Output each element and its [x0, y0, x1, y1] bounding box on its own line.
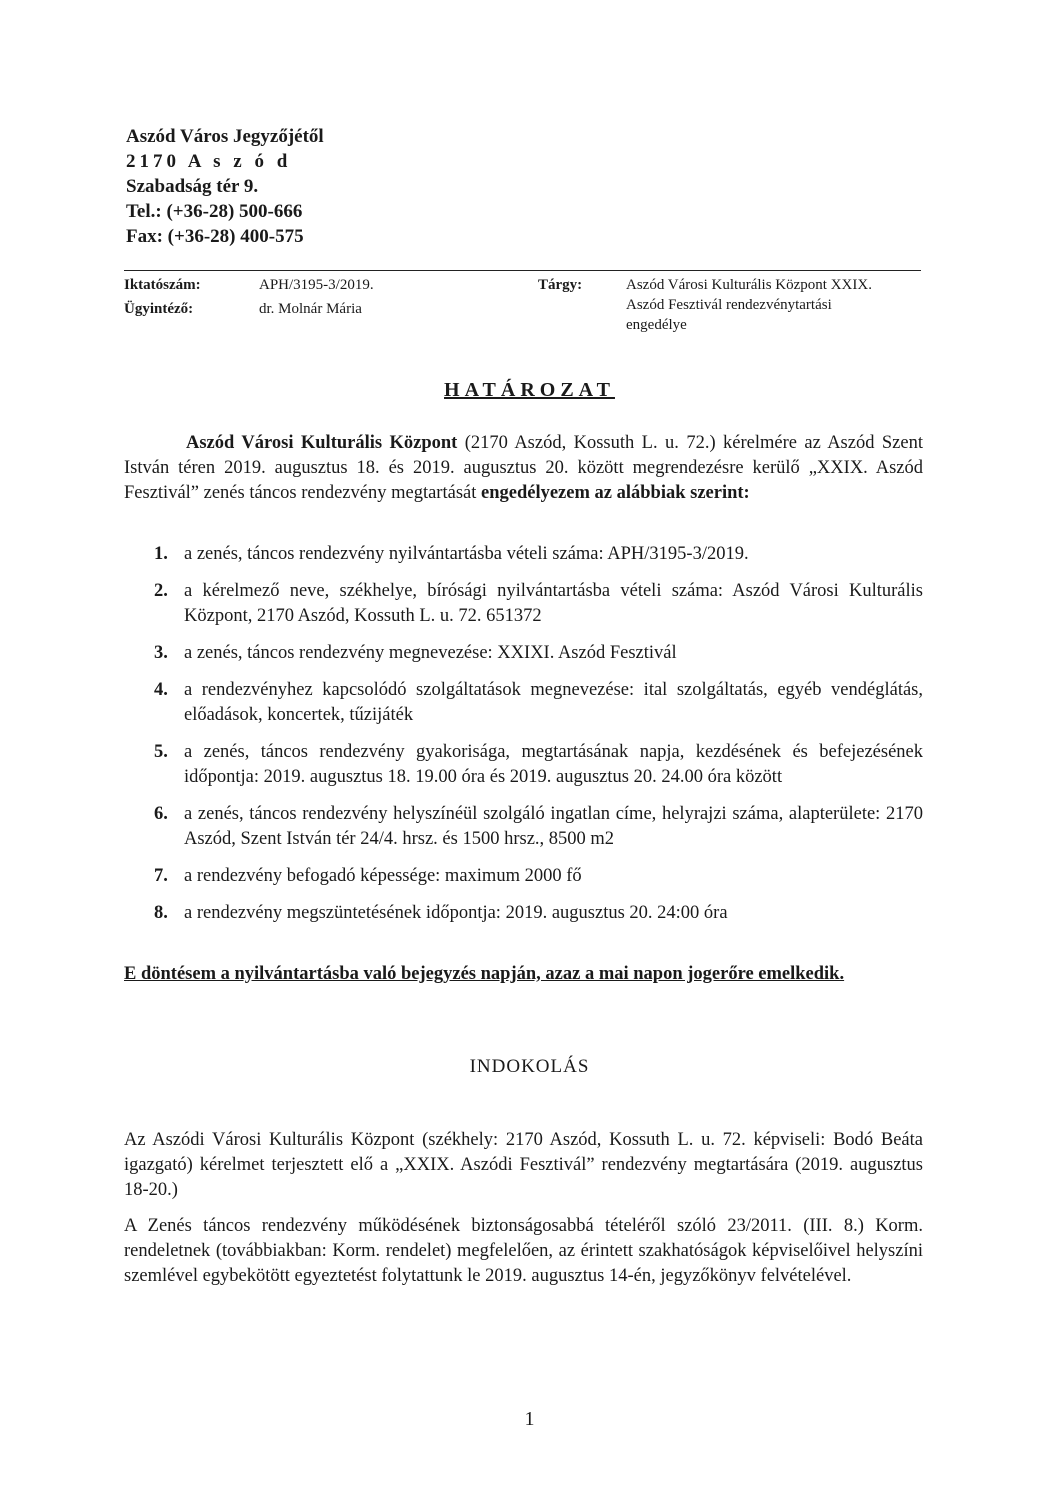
- list-item: [124, 542, 923, 567]
- decision-statement: E döntésem a nyilvántartásba való bejegyzés napján, azaz a mai napon jogerőre emelkedik.: [124, 964, 845, 984]
- page-number: 1: [524, 1408, 535, 1430]
- list-item-number: 8.: [154, 903, 168, 923]
- list-item: [124, 901, 923, 926]
- intro-paragraph: [124, 431, 923, 506]
- sender-street: Szabadság tér 9.: [126, 176, 259, 197]
- subject-value-block: [626, 275, 926, 335]
- list-item: [124, 740, 923, 790]
- subject-line-1: Aszód Városi Kulturális Központ XXIX.: [626, 277, 872, 293]
- sender-fax: Fax: (+36-28) 400-575: [126, 226, 304, 247]
- list-item-number: 5.: [154, 742, 168, 762]
- list-item: [124, 678, 923, 728]
- subject-label-block: [538, 275, 582, 295]
- intro-text: (2170 Aszód, Kossuth L. u. 72.) kérelmére az Aszód Szent István téren 2019. augusztus 18. és 2019. augusztus 20. között megrendezésre kerülő „XXIX. Aszód Fesztivál” zenés táncos rendezvény megtartását: [124, 433, 923, 503]
- list-item-text: a rendezvényhez kapcsolódó szolgáltatások megnevezése: ital szolgáltatás, egyéb vendéglátás, előadások, koncertek, tűzijáték: [184, 680, 923, 725]
- intro-authorization: engedélyezem az alábbiak szerint:: [481, 483, 750, 503]
- document-title: [0, 379, 1059, 402]
- applicant-name: Aszód Városi Kulturális Központ: [186, 433, 458, 453]
- list-item: [124, 864, 923, 889]
- subject-label: Tárgy:: [538, 277, 583, 293]
- list-item-number: 4.: [154, 680, 168, 700]
- document-title-text: HATÁROZAT: [444, 379, 615, 401]
- reasoning-paragraph-2: A Zenés táncos rendezvény működésének biztonságosabbá tételéről szóló 23/2011. (III. 8.) Korm. rendeletnek (továbbiakban: Korm. rendelet) megfelelően, az érintett szakhatóságok képviselőivel helyszíni szemlével egybekötött egyeztetést folytattunk le 2019. augusztus 14-én, jegyzőkönyv felvételével.: [124, 1216, 923, 1286]
- list-item-text: a zenés, táncos rendezvény gyakorisága, megtartásának napja, kezdésének és befejezésének időpontja: 2019. augusztus 18. 19.00 óra és 2019. augusztus 20. 24.00 óra között: [184, 742, 923, 787]
- case-number-label: Iktatószám:: [124, 277, 201, 293]
- list-item: [124, 579, 923, 629]
- list-item-text: a zenés, táncos rendezvény helyszínéül szolgáló ingatlan címe, helyrajzi száma, alapterülete: 2170 Aszód, Szent István tér 24/4. hrsz. és 1500 hrsz., 8500 m2: [184, 804, 923, 849]
- administrator-label: Ügyintéző:: [124, 301, 194, 317]
- reference-labels: [124, 275, 201, 319]
- list-item-text: a zenés, táncos rendezvény nyilvántartásba vételi száma: APH/3195-3/2019.: [184, 544, 749, 564]
- list-item-text: a kérelmező neve, székhelye, bírósági nyilvántartásba vételi száma: Aszód Városi Kulturális Központ, 2170 Aszód, Kossuth L. u. 72. 651372: [184, 581, 923, 626]
- sender-block: [126, 124, 324, 249]
- list-item-number: 7.: [154, 866, 168, 886]
- subject-line-2: Aszód Fesztivál rendezvénytartási: [626, 297, 832, 313]
- sender-name: Aszód Város Jegyzőjétől: [126, 126, 324, 147]
- subject-line-3: engedélye: [626, 317, 687, 333]
- reference-divider: [124, 270, 921, 271]
- reasoning-title: INDOKOLÁS: [469, 1056, 590, 1077]
- reference-values: [259, 275, 374, 319]
- list-item-number: 2.: [154, 581, 168, 601]
- list-item-text: a rendezvény megszüntetésének időpontja: 2019. augusztus 20. 24:00 óra: [184, 903, 728, 923]
- decision-items-list: [124, 542, 923, 938]
- list-item: [124, 802, 923, 852]
- sender-phone: Tel.: (+36-28) 500-666: [126, 201, 303, 222]
- list-item: [124, 641, 923, 666]
- reasoning-paragraph-1: Az Aszódi Városi Kulturális Központ (székhely: 2170 Aszód, Kossuth L. u. 72. képviseli: Bodó Beáta igazgató) kérelmet terjesztett elő a „XXIX. Aszódi Fesztivál” rendezvény megtartására (2019. augusztus 18-20.): [124, 1130, 923, 1200]
- list-item-text: a rendezvény befogadó képessége: maximum 2000 fő: [184, 866, 582, 886]
- list-item-number: 1.: [154, 544, 168, 564]
- list-item-number: 6.: [154, 804, 168, 824]
- administrator-value: dr. Molnár Mária: [259, 301, 362, 317]
- case-number-value: APH/3195-3/2019.: [259, 277, 374, 293]
- list-item-number: 3.: [154, 643, 168, 663]
- sender-postal-city: 2170 A s z ó d: [126, 151, 292, 172]
- list-item-text: a zenés, táncos rendezvény megnevezése: XXIXI. Aszód Fesztivál: [184, 643, 677, 663]
